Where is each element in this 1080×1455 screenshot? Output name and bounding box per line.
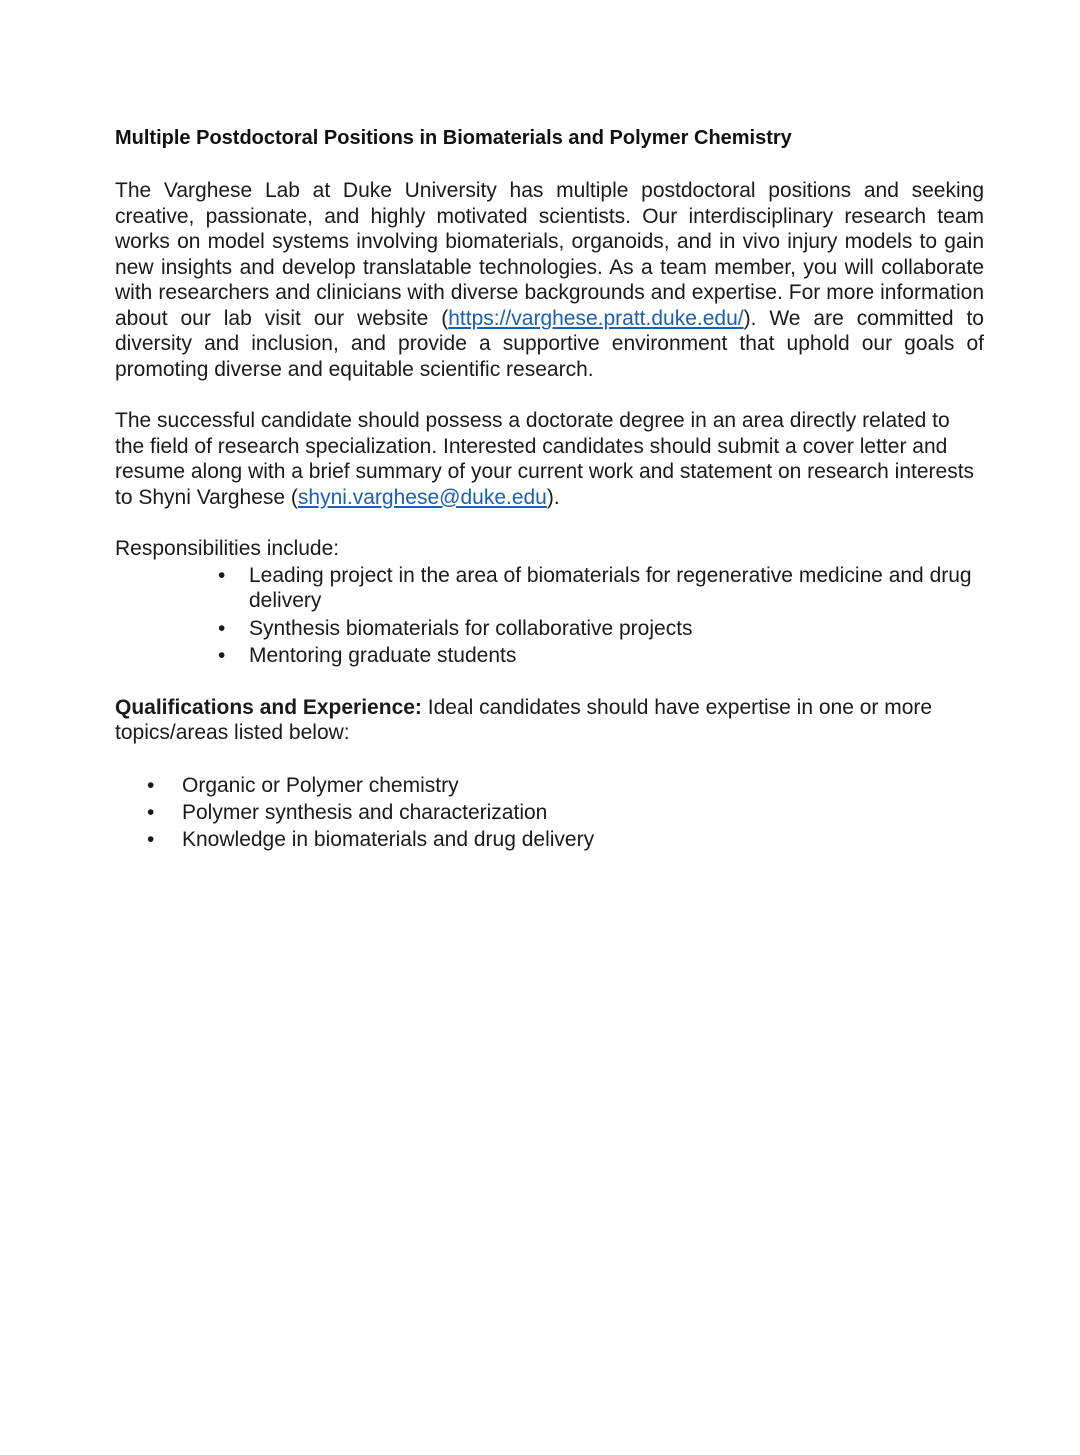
document-body (115, 124, 984, 854)
intro-paragraph (115, 178, 984, 382)
candidate-paragraph (115, 408, 984, 510)
intro-text: The Varghese Lab at Duke University has multiple postdoctoral positions and seeking creative, passionate, and highly motivated scientists. Our interdisciplinary research team works on model systems involving biomaterials, organoids, and in vivo injury models to gain new insights and develop translatable technologies. As a team member, you will collaborate with researchers and clinicians with diverse backgrounds and expertise. For more information about our lab visit our website ( (115, 179, 984, 330)
candidate-text: The successful candidate should possess a doctorate degree in an area directly related to the field of research specialization. Interested candidates should submit a cover letter and resume along with a brief summary of your current work and statement on research interests to Shyni Varghese ( (115, 409, 975, 509)
page-title: Multiple Postdoctoral Positions in Biomaterials and Polymer Chemistry (115, 127, 792, 149)
email-link[interactable]: shyni.varghese@duke.edu (297, 485, 547, 509)
intro-text-end: ). We are committed to diversity and inclusion, and provide a supportive environment that uphold our goals of promoting diverse and equitable scientific research. (115, 306, 984, 381)
candidate-text-end: ). (546, 485, 560, 509)
list-item: • Organic or Polymer chemistry (182, 773, 984, 799)
responsibilities-heading: Responsibilities include: (115, 537, 340, 560)
qualifications-label: Qualifications and Experience: (115, 695, 422, 719)
list-item: • Mentoring graduate students (249, 643, 984, 669)
qualifications-paragraph (115, 695, 984, 746)
list-item: • Synthesis biomaterials for collaborative projects (249, 616, 984, 642)
qualifications-list (115, 773, 984, 853)
list-item: • Knowledge in biomaterials and drug delivery (182, 827, 984, 853)
lab-website-link[interactable]: https://varghese.pratt.duke.edu/ (448, 306, 744, 330)
list-item: • Leading project in the area of biomaterials for regenerative medicine and drug delivery (249, 563, 984, 614)
list-item: • Polymer synthesis and characterization (182, 800, 984, 826)
responsibilities-list (115, 563, 984, 669)
qualifications-text: Ideal candidates should have expertise in one or more topics/areas listed below: (115, 695, 933, 744)
